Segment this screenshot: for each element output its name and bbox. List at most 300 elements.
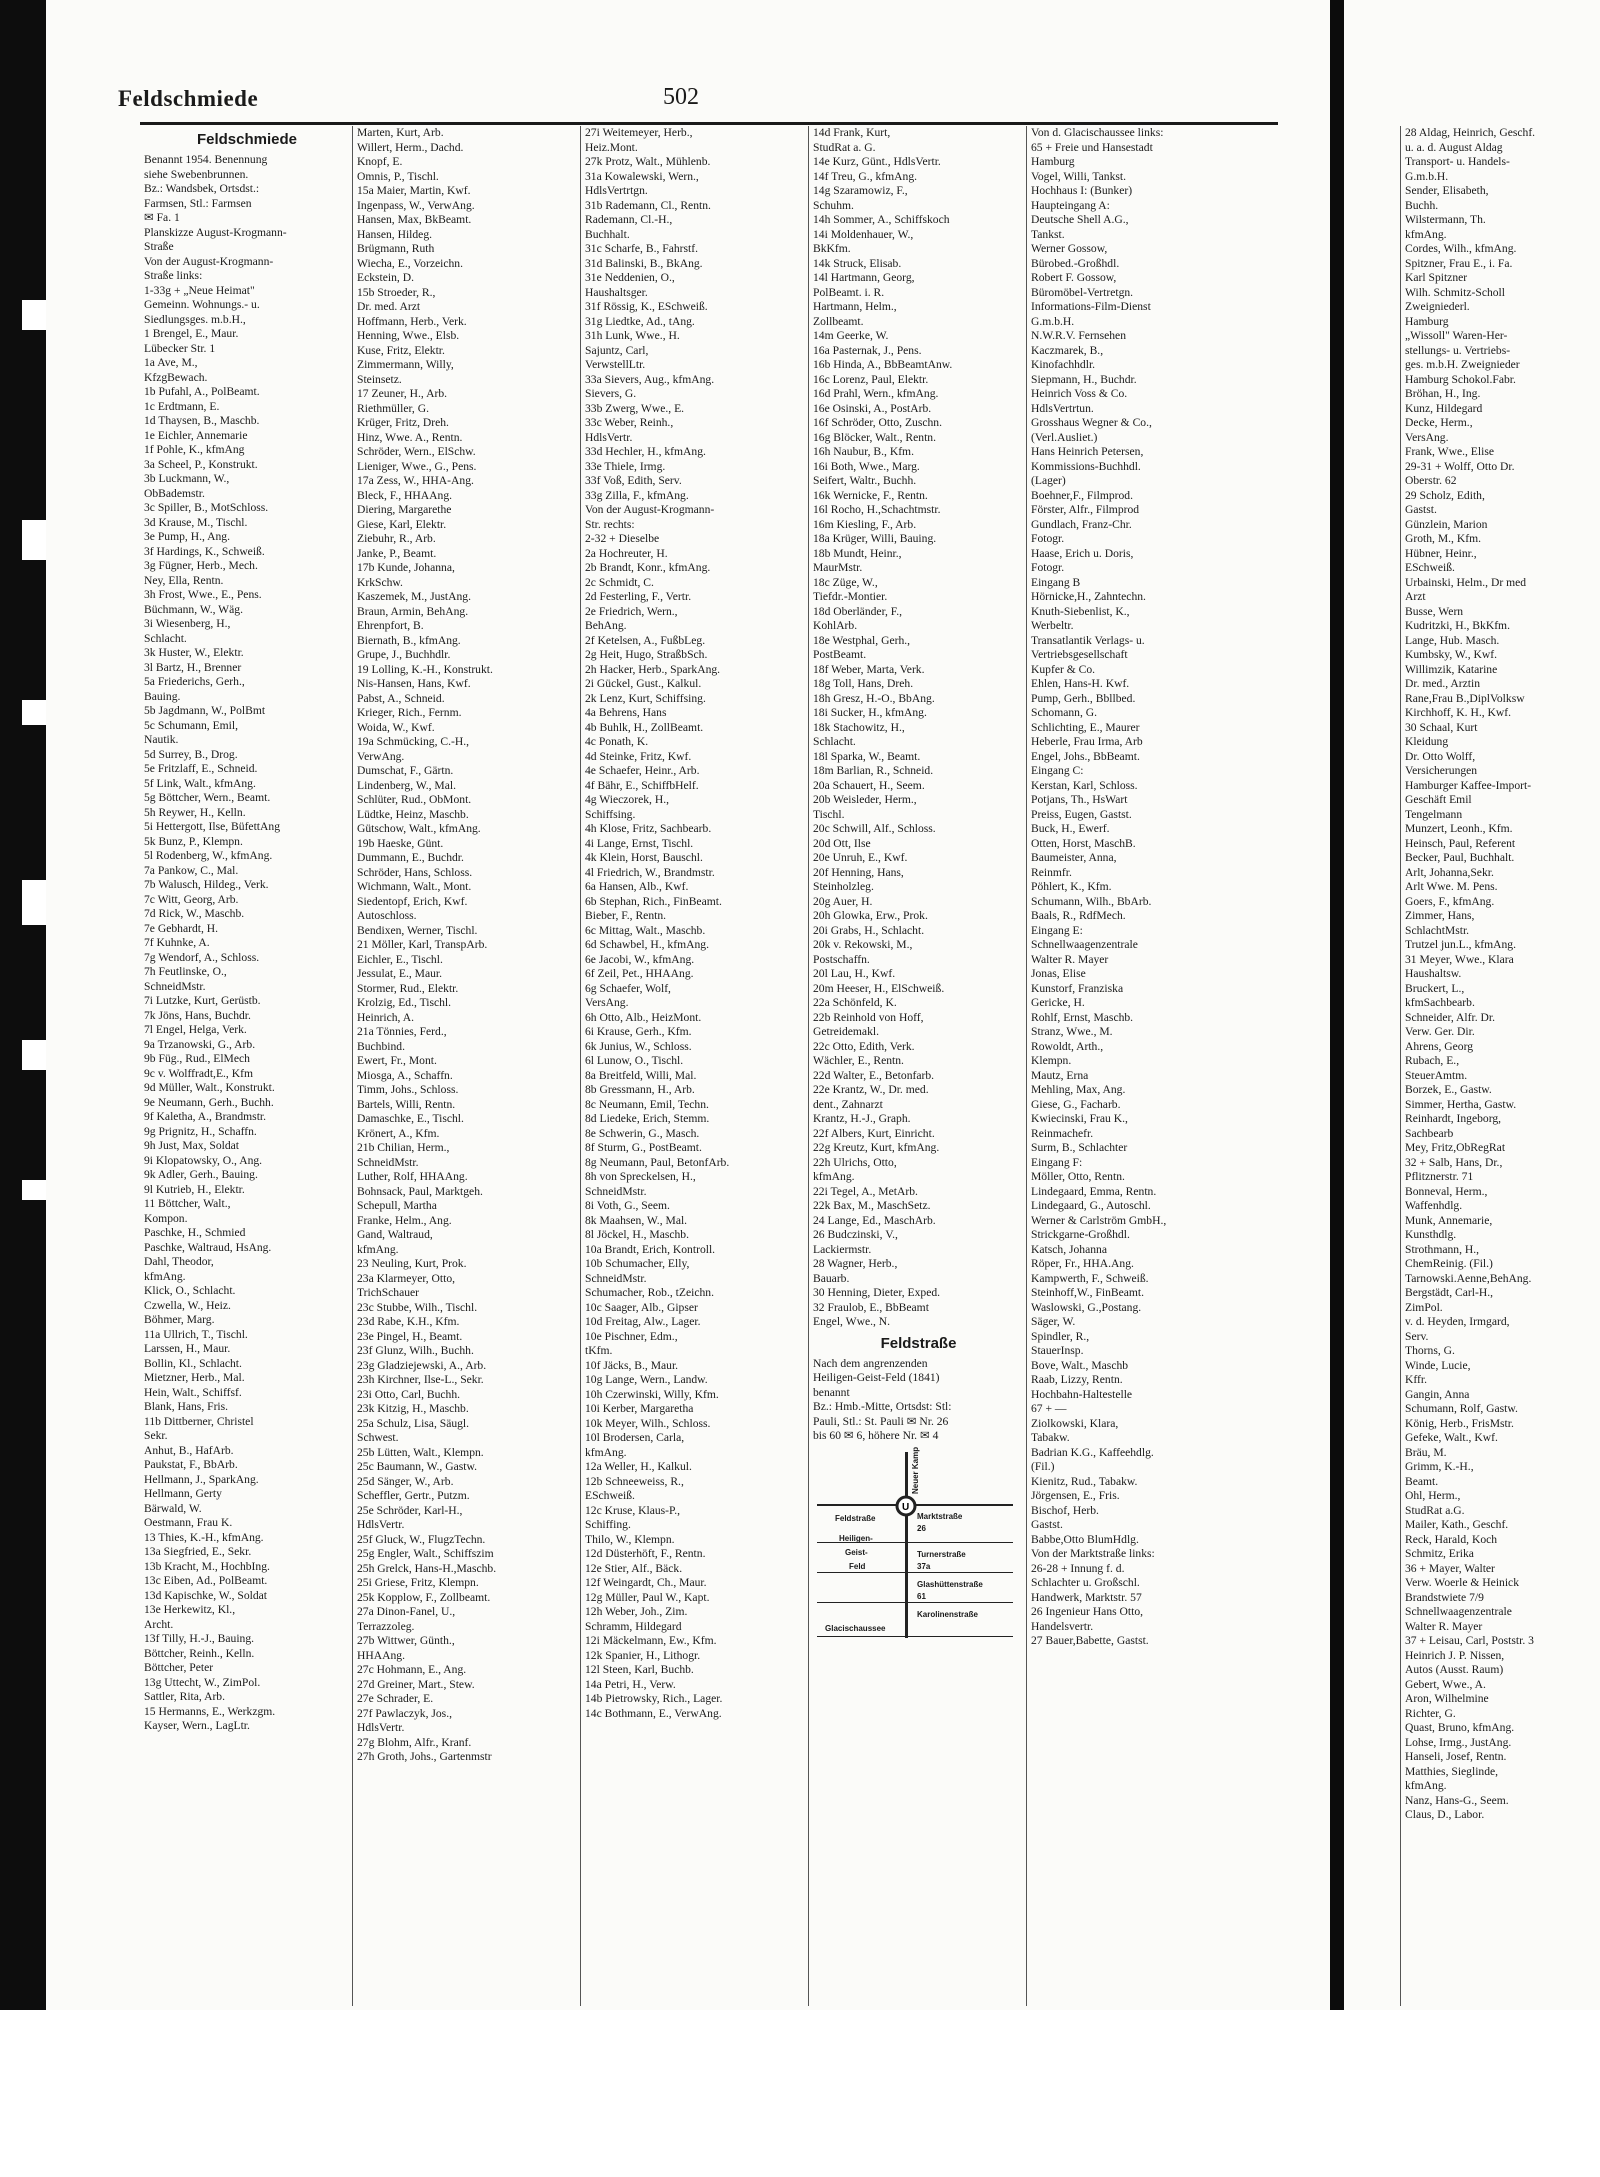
directory-entry: Str. rechts: (585, 517, 635, 531)
map-label: Marktstraße (917, 1511, 963, 1521)
directory-entry: Franke, Helm., Ang. (357, 1213, 452, 1227)
directory-entry: „Wissoll" Waren-Her- (1405, 329, 1508, 342)
page-number: 502 (663, 84, 699, 110)
directory-entry: Büchmann, W., Wäg. (144, 602, 243, 616)
directory-entry: ObBademstr. (144, 486, 205, 500)
directory-entry: Fotogr. (1031, 561, 1065, 574)
directory-entry: Gand, Waltraud, (357, 1228, 433, 1241)
directory-entry: Lindenberg, W., Mal. (357, 778, 456, 792)
directory-entry: 2k Lenz, Kurt, Schiffsing. (585, 691, 706, 705)
directory-entry: Hans Heinrich Petersen, (1031, 445, 1144, 458)
directory-entry: Klempn. (1031, 1054, 1072, 1067)
directory-entry: Von d. Glacischaussee links: (1031, 126, 1164, 139)
directory-entry: Surm, B., Schlachter (1031, 1141, 1128, 1154)
directory-entry: 5f Link, Walt., kfmAng. (144, 776, 256, 790)
directory-entry: 3b Luckmann, W., (144, 472, 230, 485)
directory-entry: Ziolkowski, Klara, (1031, 1416, 1119, 1430)
directory-entry: Mailer, Kath., Geschf. (1405, 1518, 1509, 1531)
directory-entry: 6g Schaefer, Wolf, (585, 981, 671, 995)
directory-entry: (Fil.) (1031, 1460, 1055, 1473)
directory-entry: 18i Sucker, H., kfmAng. (813, 706, 927, 719)
directory-entry: 21 Möller, Karl, TranspArb. (357, 938, 488, 951)
directory-entry: Frank, Wwe., Elise (1405, 445, 1494, 458)
directory-entry: 31e Neddenien, O., (585, 271, 675, 284)
directory-entry: 8a Breitfeld, Willi, Mal. (585, 1068, 697, 1082)
directory-entry: kfmAng. (144, 1269, 186, 1283)
directory-entry: Deutsche Shell A.G., (1031, 213, 1129, 226)
directory-entry: StudRat a.G. (1405, 1503, 1465, 1517)
directory-entry: 16d Prahl, Wern., kfmAng. (813, 387, 939, 400)
directory-entry: Cordes, Wilh., kfmAng. (1405, 242, 1517, 255)
directory-entry: Paschke, H., Schmied (144, 1226, 246, 1239)
directory-entry: Säger, W. (1031, 1315, 1076, 1328)
directory-entry: 10b Schumacher, Elly, (585, 1257, 690, 1270)
map-label: Glashüttenstraße (917, 1579, 983, 1589)
directory-entry: 8b Gressmann, H., Arb. (585, 1083, 695, 1096)
directory-entry: 28 Wagner, Herb., (813, 1257, 898, 1270)
directory-entry: Sekr. (144, 1429, 168, 1442)
directory-entry: 1 Brengel, E., Maur. (144, 327, 239, 340)
directory-entry: Zollbeamt. (813, 314, 864, 328)
directory-entry: 14m Geerke, W. (813, 329, 889, 342)
directory-entry: 26 Ingenieur Hans Otto, (1031, 1605, 1144, 1618)
directory-entry: Sachbearb (1405, 1126, 1454, 1140)
directory-entry: Hinz, Wwe. A., Rentn. (357, 430, 463, 444)
directory-entry: 10c Saager, Alb., Gipser (585, 1300, 698, 1314)
directory-entry: Kumbsky, W., Kwf. (1405, 648, 1498, 661)
directory-entry: 22d Walter, E., Betonfarb. (813, 1068, 935, 1082)
directory-entry: 8g Neumann, Paul, BetonfArb. (585, 1155, 730, 1169)
map-label: 26 (917, 1523, 926, 1533)
directory-entry: Giese, Karl, Elektr. (357, 517, 447, 531)
directory-entry: Hübner, Heinr., (1405, 546, 1477, 560)
directory-entry: Gangin, Anna (1405, 1387, 1470, 1401)
directory-entry: 7f Kuhnke, A. (144, 936, 210, 949)
directory-entry: 26-28 + Innung f. d. (1031, 1561, 1125, 1575)
directory-entry: Heinrich, A. (357, 1010, 414, 1024)
directory-entry: Karl Spitzner (1405, 271, 1468, 284)
directory-entry: 22f Albers, Kurt, Einricht. (813, 1126, 935, 1140)
directory-entry: Transport- u. Handels- (1405, 155, 1510, 168)
directory-entry: 28 Aldag, Heinrich, Geschf. (1405, 126, 1536, 139)
directory-entry: 2i Gückel, Gust., Kalkul. (585, 677, 702, 690)
directory-entry: Haupteingang A: (1031, 198, 1110, 212)
directory-entry: 6h Otto, Alb., HeizMont. (585, 1010, 702, 1024)
directory-entry: Sattler, Rita, Arb. (144, 1690, 226, 1703)
directory-entry: Haushaltsger. (585, 285, 648, 299)
directory-entry: 29-31 + Wolff, Otto Dr. (1405, 459, 1515, 473)
directory-entry: König, Herb., FrisMstr. (1405, 1416, 1514, 1430)
directory-entry: 7d Rick, W., Maschb. (144, 907, 245, 920)
directory-entry: 10a Brandt, Erich, Kontroll. (585, 1242, 716, 1256)
directory-entry: Hamburg (1031, 155, 1075, 168)
directory-entry: 13g Uttecht, W., ZimPol. (144, 1675, 261, 1689)
directory-entry: Rowoldt, Arth., (1031, 1039, 1104, 1053)
directory-entry: Waffenhdlg. (1405, 1199, 1463, 1212)
directory-entry: Steinsetz. (357, 372, 402, 386)
directory-entry: 27e Schrader, E. (357, 1692, 434, 1705)
directory-entry: 14g Szaramowiz, F., (813, 184, 908, 197)
directory-entry: 20k v. Rekowski, M., (813, 938, 913, 951)
directory-entry: 1b Pufahl, A., PolBeamt. (144, 385, 260, 398)
directory-entry: 33g Zilla, F., kfmAng. (585, 488, 689, 502)
directory-entry: Hochbahn-Haltestelle (1031, 1387, 1133, 1401)
directory-entry: Stormer, Rud., Elektr. (357, 981, 459, 995)
directory-entry: Geschäft Emil (1405, 793, 1472, 806)
directory-entry: Pump, Gerh., Bbllbed. (1031, 691, 1136, 705)
directory-entry: 3a Scheel, P., Konstrukt. (144, 457, 258, 471)
directory-entry: Tischl. (813, 807, 845, 821)
directory-entry: Grosshaus Wegner & Co., (1031, 416, 1152, 429)
directory-entry: Munk, Annemarie, (1405, 1213, 1493, 1227)
directory-entry: Eckstein, D. (357, 271, 414, 284)
directory-entry: 3e Pump, H., Ang. (144, 530, 230, 543)
directory-entry: Schomann, G. (1031, 706, 1098, 719)
directory-entry: Bz.: Hmb.-Mitte, Ortsdst: Stl: (813, 1400, 952, 1413)
directory-entry: Bonneval, Herm., (1405, 1184, 1488, 1198)
directory-entry: Krantz, H.-J., Graph. (813, 1112, 911, 1125)
directory-entry: 20a Schauert, H., Seem. (813, 778, 925, 792)
directory-entry: 14i Moldenhauer, W., (813, 227, 914, 241)
directory-entry: 13c Eiben, Ad., PolBeamt. (144, 1574, 268, 1587)
directory-entry: Arlt, Johanna,Sekr. (1405, 865, 1494, 879)
directory-entry: Biernath, B., kfmAng. (357, 633, 461, 647)
directory-entry: 22c Otto, Edith, Verk. (813, 1039, 915, 1053)
directory-entry: 20g Auer, H. (813, 894, 873, 908)
directory-entry: Bischof, Herb. (1031, 1503, 1099, 1517)
directory-entry: 2a Hochreuter, H. (585, 546, 668, 560)
directory-entry: 6d Schawbel, H., kfmAng. (585, 938, 709, 951)
directory-entry: 9d Müller, Walt., Konstrukt. (144, 1081, 275, 1094)
directory-entry: Autos (Ausst. Raum) (1405, 1663, 1504, 1676)
directory-entry: 12f Weingardt, Ch., Maur. (585, 1576, 707, 1589)
directory-entry: Rademann, Cl.-H., (585, 213, 673, 226)
directory-entry: HHAAng. (357, 1648, 405, 1662)
directory-entry: Schiffsing. (585, 807, 636, 821)
directory-entry: Steinholzleg. (813, 880, 874, 893)
directory-entry: Heinsch, Paul, Referent (1405, 836, 1516, 850)
directory-entry: 27a Dinon-Fanel, U., (357, 1605, 456, 1618)
directory-entry: 9l Kutrieb, H., Elektr. (144, 1182, 245, 1196)
directory-entry: 16m Kiesling, F., Arb. (813, 517, 917, 531)
directory-entry: 4d Steinke, Fritz, Kwf. (585, 749, 692, 763)
directory-entry: 4a Behrens, Hans (585, 706, 667, 719)
column-3 (580, 126, 806, 2006)
directory-entry: bis 60 ✉ 6, höhere Nr. ✉ 4 (813, 1429, 939, 1442)
directory-entry: Ney, Ella, Rentn. (144, 573, 224, 587)
directory-entry: Siedentopf, Erich, Kwf. (357, 894, 468, 908)
directory-entry: 11 Böttcher, Walt., (144, 1197, 231, 1210)
directory-entry: VerwAng. (357, 749, 405, 763)
directory-entry: 25i Griese, Fritz, Klempn. (357, 1576, 479, 1589)
directory-entry: tKfm. (585, 1344, 613, 1357)
directory-entry: 25b Lütten, Walt., Klempn. (357, 1445, 484, 1459)
directory-entry: Kompon. (144, 1211, 188, 1225)
directory-entry: Mey, Fritz,ObRegRat (1405, 1141, 1506, 1154)
directory-entry: Förster, Alfr., Filmprod (1031, 503, 1140, 516)
directory-entry: 33b Zwerg, Wwe., E. (585, 401, 685, 415)
directory-entry: Bieber, F., Rentn. (585, 909, 667, 922)
directory-entry: Thorns, G. (1405, 1344, 1455, 1357)
directory-entry: 8l Jöckel, H., Maschb. (585, 1228, 690, 1241)
directory-entry: Krieger, Rich., Fernm. (357, 706, 462, 719)
directory-entry: 7g Wendorf, A., Schloss. (144, 950, 260, 964)
directory-entry: Schlichting, E., Maurer (1031, 720, 1140, 734)
directory-entry: 9h Just, Max, Soldat (144, 1139, 240, 1152)
header-rule (140, 122, 1278, 125)
directory-entry: 21a Tönnies, Ferd., (357, 1025, 447, 1038)
directory-entry: Handelsvertr. (1031, 1619, 1094, 1633)
directory-entry: Potjans, Th., HsWart (1031, 793, 1128, 806)
directory-entry: BkKfm. (813, 242, 851, 255)
directory-entry: Schlacht. (813, 735, 856, 748)
directory-entry: 12a Weller, H., Kalkul. (585, 1460, 692, 1473)
directory-entry: Kaczmarek, B., (1031, 343, 1104, 357)
directory-entry: Reinmfr. (1031, 865, 1072, 879)
directory-entry: 18b Mundt, Heinr., (813, 546, 902, 560)
directory-entry: 10g Lange, Wern., Landw. (585, 1373, 708, 1386)
directory-entry: Fotogr. (1031, 532, 1065, 545)
directory-entry: 18f Weber, Marta, Verk. (813, 662, 925, 676)
directory-entry: Mietzner, Herb., Mal. (144, 1371, 245, 1384)
directory-entry: 33d Hechler, H., kfmAng. (585, 445, 706, 458)
directory-entry: Nach dem angrenzenden (813, 1356, 928, 1370)
directory-entry: Schramm, Hildegard (585, 1619, 682, 1633)
directory-entry: 18g Toll, Hans, Dreh. (813, 677, 914, 690)
directory-entry: Dr. med. Arzt (357, 300, 421, 313)
directory-entry: Walter R. Mayer (1405, 1619, 1483, 1633)
directory-entry: KfzgBewach. (144, 370, 208, 384)
directory-entry: 6f Zeil, Pet., HHAAng. (585, 967, 694, 980)
directory-entry: Bruckert, L., (1405, 981, 1465, 995)
directory-entry: Willert, Herm., Dachd. (357, 140, 464, 154)
directory-entry: Heinrich J. P. Nissen, (1405, 1648, 1505, 1662)
directory-entry: Bohnsack, Paul, Marktgeh. (357, 1184, 483, 1198)
directory-entry: Wilstermann, Th. (1405, 213, 1486, 226)
directory-entry: 26 Budczinski, V., (813, 1228, 898, 1241)
directory-entry: Pflitznerstr. 71 (1405, 1170, 1474, 1183)
directory-entry: 18e Westphal, Gerh., (813, 633, 911, 647)
map-label: Glacischaussee (825, 1623, 886, 1633)
map-label: Karolinenstraße (917, 1609, 978, 1619)
directory-entry: Bärwald, W. (144, 1501, 202, 1515)
directory-entry: 3k Huster, W., Elektr. (144, 646, 244, 659)
directory-entry: Paukstat, F., BbArb. (144, 1458, 238, 1471)
directory-entry: Jörgensen, E., Fris. (1031, 1489, 1120, 1502)
directory-entry: 16c Lorenz, Paul, Elektr. (813, 372, 929, 386)
directory-entry: Wichmann, Walt., Mont. (357, 880, 472, 893)
directory-entry: 6k Junius, W., Schloss. (585, 1039, 692, 1053)
directory-entry: Lohse, Irmg., JustAng. (1405, 1735, 1512, 1749)
directory-entry: Krolzig, Ed., Tischl. (357, 996, 452, 1009)
directory-entry: Ehlen, Hans-H. Kwf. (1031, 677, 1130, 690)
directory-entry: 23f Glunz, Wilh., Buchh. (357, 1344, 474, 1357)
directory-entry: 27i Weitemeyer, Herb., (585, 126, 693, 139)
directory-entry: Henning, Wwe., Elsb. (357, 329, 460, 342)
directory-entry: 14a Petri, H., Verw. (585, 1677, 676, 1691)
directory-entry: 16k Wernicke, F., Rentn. (813, 488, 928, 502)
directory-entry: stellungs- u. Vertriebs- (1405, 343, 1511, 357)
directory-entry: 4k Klein, Horst, Bauschl. (585, 851, 703, 864)
directory-entry: 31h Lunk, Wwe., H. (585, 329, 680, 342)
directory-entry: 7h Feutlinske, O., (144, 965, 227, 978)
directory-entry: 23c Stubbe, Wilh., Tischl. (357, 1300, 478, 1314)
directory-entry: 25d Sänger, W., Arb. (357, 1474, 454, 1488)
directory-entry: Pabst, A., Schneid. (357, 691, 445, 705)
directory-entry: Eingang C: (1031, 764, 1084, 777)
directory-entry: Bollin, Kl., Schlacht. (144, 1356, 242, 1370)
directory-entry: kfmAng. (585, 1445, 627, 1459)
directory-entry: Dumschat, F., Gärtn. (357, 764, 454, 777)
directory-entry: SchneidMstr. (585, 1271, 647, 1285)
directory-entry: 20e Unruh, E., Kwf. (813, 851, 908, 864)
directory-entry: Richter, G. (1405, 1706, 1456, 1720)
directory-entry: 3d Krause, M., Tischl. (144, 515, 248, 529)
directory-entry: 16b Hinda, A., BbBeamtAnw. (813, 358, 953, 371)
directory-entry: Spindler, R., (1031, 1329, 1090, 1343)
directory-entry: Krüger, Fritz, Dreh. (357, 416, 449, 429)
directory-entry: 19 Lolling, K.-H., Konstrukt. (357, 662, 493, 676)
directory-entry: ESchweiß. (1405, 561, 1455, 574)
directory-entry: Bartels, Willi, Rentn. (357, 1097, 456, 1111)
directory-entry: Kirchhoff, K. H., Kwf. (1405, 706, 1512, 719)
directory-entry: 12b Schneeweiss, R., (585, 1474, 684, 1488)
directory-entry: 18d Oberländer, F., (813, 604, 903, 618)
directory-entry: Lindegaard, G., Autoschl. (1031, 1199, 1151, 1212)
directory-entry: Reinhardt, Ingeborg, (1405, 1112, 1502, 1125)
street-sketch-map (817, 1446, 1013, 1638)
column-5 (1026, 126, 1262, 2006)
directory-entry: BehAng. (585, 619, 627, 632)
directory-entry: 14e Kurz, Günt., HdlsVertr. (813, 155, 941, 168)
directory-entry: SchneidMstr. (585, 1184, 647, 1198)
directory-entry: Eingang E: (1031, 923, 1083, 937)
directory-entry: Wächler, E., Rentn. (813, 1054, 904, 1067)
directory-entry: 15a Maier, Martin, Kwf. (357, 184, 471, 197)
directory-entry: 14l Hartmann, Georg, (813, 271, 915, 284)
directory-entry: 31b Rademann, Cl., Rentn. (585, 198, 711, 212)
directory-entry: SteuerAmtm. (1405, 1068, 1468, 1082)
directory-entry: 17b Kunde, Johanna, (357, 561, 455, 574)
directory-entry: Schröder, Wern., ElSchw. (357, 445, 476, 458)
map-label: Geist- (845, 1547, 868, 1557)
directory-entry: Aron, Wilhelmine (1405, 1692, 1489, 1705)
directory-entry: Siedlungsges. m.b.H., (144, 312, 246, 326)
directory-entry: 2-32 + Dieselbe (585, 532, 660, 545)
directory-entry: PolBeamt. i. R. (813, 285, 885, 299)
directory-entry: Schumann, Wilh., BbArb. (1031, 894, 1152, 908)
directory-entry: Munzert, Leonh., Kfm. (1405, 822, 1513, 835)
directory-entry: Lieniger, Wwe., G., Pens. (357, 459, 477, 473)
directory-entry: Grupe, J., Buchhdlr. (357, 648, 451, 661)
directory-entry: Schlüter, Rud., ObMont. (357, 793, 472, 806)
directory-entry: Lübecker Str. 1 (144, 341, 216, 355)
directory-entry: 32 + Salb, Hans, Dr., (1405, 1155, 1503, 1169)
directory-entry: 1d Thaysen, B., Maschb. (144, 414, 260, 427)
directory-entry: Badrian K.G., Kaffeehdlg. (1031, 1445, 1154, 1459)
directory-entry: Kwiecinski, Frau K., (1031, 1112, 1128, 1125)
directory-entry: 13f Tilly, H.-J., Bauing. (144, 1632, 255, 1645)
directory-entry: Quast, Bruno, kfmAng. (1405, 1721, 1515, 1734)
directory-entry: 7c Witt, Georg, Arb. (144, 892, 239, 906)
directory-entry: Otten, Horst, MaschB. (1031, 836, 1136, 850)
directory-entry: Kleidung (1405, 735, 1449, 748)
directory-entry: 10i Kerber, Margaretha (585, 1402, 694, 1415)
directory-entry: Kinofachhdlr. (1031, 358, 1096, 371)
directory-entry: Heiligen-Geist-Feld (1841) (813, 1371, 940, 1384)
directory-entry: Simmer, Hertha, Gastw. (1405, 1097, 1517, 1111)
directory-entry: HdlsVertrtgn. (585, 184, 648, 197)
directory-entry: 18c Züge, W., (813, 575, 878, 589)
directory-entry: Vogel, Willi, Tankst. (1031, 169, 1127, 183)
directory-entry: Ingenpass, W., VerwAng. (357, 198, 475, 212)
directory-entry: 22e Krantz, W., Dr. med. (813, 1083, 929, 1096)
directory-entry: Thilo, W., Klempn. (585, 1532, 675, 1546)
directory-entry: kfmAng. (1405, 1779, 1447, 1792)
scan-left-edge (0, 0, 46, 2010)
directory-entry: 7b Walusch, Hildeg., Verk. (144, 878, 269, 891)
directory-entry: 16e Osinski, A., PostArb. (813, 401, 932, 415)
directory-entry: Zweigniederl. (1405, 300, 1470, 313)
directory-entry: 27g Blohm, Alfr., Kranf. (357, 1735, 472, 1749)
directory-entry: Diering, Margarethe (357, 503, 452, 516)
directory-entry: Gütschow, Walt., kfmAng. (357, 822, 481, 835)
directory-entry: Kienitz, Rud., Tabakw. (1031, 1474, 1138, 1488)
directory-entry: 6l Lunow, O., Tischl. (585, 1054, 684, 1067)
directory-entry: Informations-Film-Dienst (1031, 300, 1151, 313)
directory-entry: Vertriebsgesellschaft (1031, 648, 1128, 661)
directory-entry: 20i Grabs, H., Schlacht. (813, 923, 925, 937)
directory-entry: 31c Scharfe, B., Fahrstf. (585, 242, 699, 255)
directory-entry: N.W.R.V. Fernsehen (1031, 329, 1127, 342)
directory-entry: 6c Mittag, Walt., Maschb. (585, 923, 706, 937)
directory-entry: 7i Lutzke, Kurt, Gerüstb. (144, 994, 261, 1007)
map-label: 61 (917, 1591, 926, 1601)
directory-entry: Czwella, W., Heiz. (144, 1298, 231, 1312)
directory-entry: 23d Rabe, K.H., Kfm. (357, 1315, 460, 1328)
directory-entry: Getreidemakl. (813, 1025, 879, 1038)
directory-entry: HdlsVertrtun. (1031, 401, 1094, 415)
directory-entry: Schumacher, Rob., tZeichn. (585, 1286, 714, 1299)
directory-entry: 16i Both, Wwe., Marg. (813, 459, 920, 473)
column-6 (1400, 126, 1600, 2006)
directory-entry: v. d. Heyden, Irmgard, (1405, 1315, 1510, 1328)
directory-entry: Schuhm. (813, 198, 854, 212)
directory-entry: Schmitz, Erika (1405, 1547, 1474, 1560)
directory-entry: 31g Liedtke, Ad., tAng. (585, 314, 695, 328)
directory-entry: Dummann, E., Buchdr. (357, 851, 464, 864)
directory-entry: 8i Voth, G., Seem. (585, 1199, 670, 1212)
directory-entry: Farmsen, Stl.: Farmsen (144, 196, 252, 210)
directory-entry: Ewert, Fr., Mont. (357, 1054, 437, 1067)
directory-entry: 13e Herkewitz, Kl., (144, 1603, 236, 1616)
directory-entry: 27 Bauer,Babette, Gastst. (1031, 1634, 1149, 1647)
directory-entry: Anhut, B., HafArb. (144, 1443, 234, 1457)
directory-entry: 10l Brodersen, Carla, (585, 1431, 685, 1444)
directory-entry: 20m Heeser, H., ElSchweiß. (813, 981, 945, 995)
directory-entry: Verw. Ger. Dir. (1405, 1025, 1475, 1038)
directory-entry: Haushaltsw. (1405, 967, 1462, 980)
directory-entry: 6a Hansen, Alb., Kwf. (585, 880, 689, 893)
directory-entry: 8f Sturm, G., PostBeamt. (585, 1141, 702, 1154)
directory-entry: 31 Meyer, Wwe., Klara (1405, 952, 1514, 966)
directory-entry: benannt (813, 1385, 850, 1399)
directory-entry: 14h Sommer, A., Schiffskoch (813, 213, 950, 226)
directory-entry: 33f Voß, Edith, Serv. (585, 474, 682, 487)
directory-entry: Baals, R., RdfMech. (1031, 909, 1126, 922)
directory-entry: Kudritzki, H., BkKfm. (1405, 619, 1510, 632)
directory-entry: 10k Meyer, Wilh., Schloss. (585, 1416, 711, 1430)
